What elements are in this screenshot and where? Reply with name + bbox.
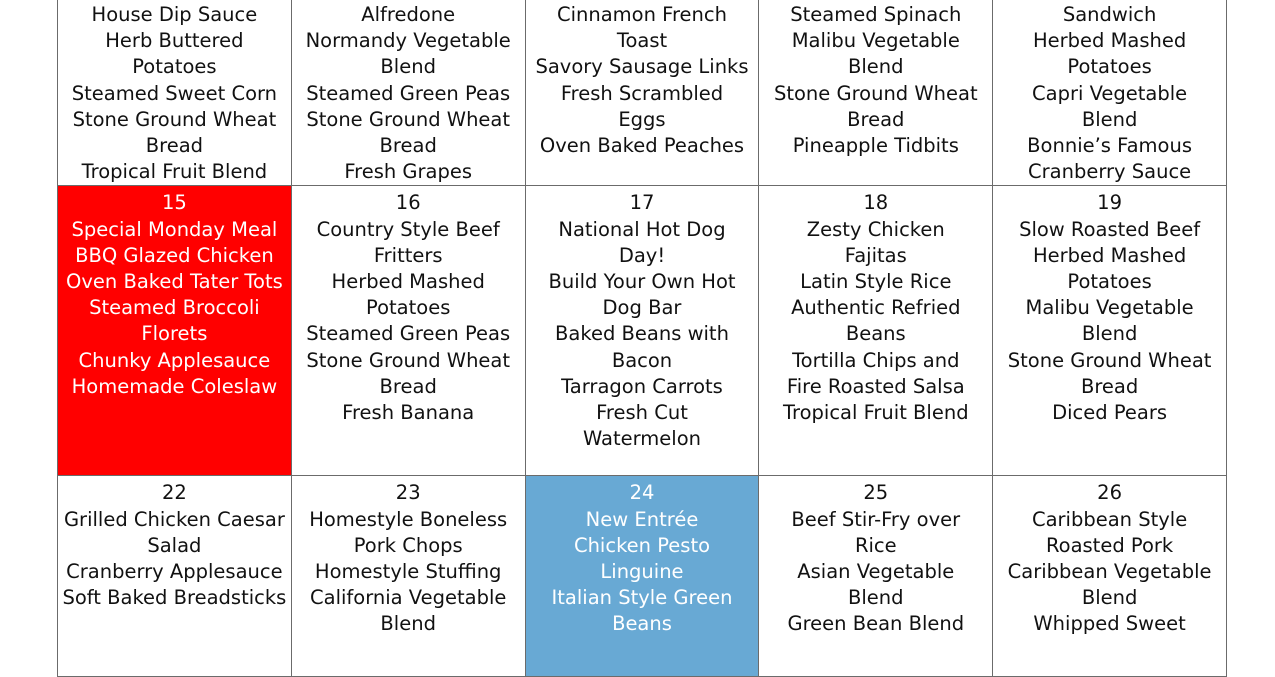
menu-item-line: Special Monday Meal [71,217,278,241]
menu-item-line: Roasted Pork [1045,533,1174,557]
menu-item-line: Stone Ground Wheat [306,348,511,372]
day-cell [58,0,292,186]
menu-item-line: Stone Ground Wheat [72,107,277,131]
menu-item-line: Linguine [600,560,684,584]
day-cell [291,0,525,186]
day-cell [993,476,1227,677]
menu-item-line: Steamed Green Peas [306,81,511,105]
menu-item-line: Steamed Green Peas [306,322,511,346]
menu-item-line: Fajitas [844,243,907,267]
menu-item-line: Beef Stir-Fry over [791,507,961,531]
menu-item-line: Stone Ground Wheat [1007,348,1212,372]
day-cell [291,476,525,677]
menu-item-line: Blend [1081,586,1138,610]
menu-item-line: Whipped Sweet [1033,612,1186,636]
day-number: 26 [1097,481,1122,505]
menu-item-line: Fritters [373,243,443,267]
day-cell [759,476,993,677]
menu-item-line: Rice [854,533,897,557]
day-number: 22 [161,481,187,505]
menu-item-line: Blend [380,612,436,636]
menu-item-line: Florets [141,322,208,346]
menu-item-line: Herb Buttered Potatoes [105,29,244,79]
menu-item-line: Pineapple Tidbits [792,134,959,158]
menu-item-line: Eggs [618,107,666,131]
menu-item-line: Steamed Spinach [790,3,962,26]
menu-item-line: Authentic Refried [791,296,961,320]
menu-item-line: Tropical Fruit Blend [782,401,969,425]
day-cell [993,186,1227,476]
menu-item-line: Caribbean Vegetable [1007,560,1212,584]
day-number: 19 [1097,191,1122,215]
week-row [58,476,1227,677]
menu-item-line: Blend [1081,107,1138,131]
menu-item-line: New Entrée [585,507,699,531]
menu-item-line: Day! [618,243,666,267]
menu-item-line: Herbed Mashed [1032,243,1187,267]
menu-item-line: Homestyle Boneless [309,507,508,531]
menu-item-line: Fresh Banana [342,401,475,425]
menu-item-line: Steamed Broccoli [89,296,260,320]
menu-item-line: Malibu Vegetable [791,29,960,53]
day-number: 23 [395,481,421,505]
menu-item-line: Tarragon Carrots [561,374,723,398]
menu-item-line: Baked Beans with [555,322,729,346]
menu-item-line: Grilled Chicken Caesar [63,507,285,531]
day-cell [993,0,1227,186]
menu-item-line: Toast [616,29,668,53]
menu-item-line: Italian Style Green [551,586,733,610]
menu-item-line: Zesty Chicken [806,217,945,241]
menu-item-line: Tropical Fruit Blend [81,160,268,184]
menu-item-line: Slow Roasted Beef [1019,217,1201,241]
menu-item-line: Cranberry Sauce [1028,160,1192,184]
menu-item-line: Oven Baked Tater Tots [66,270,283,294]
menu-item-line: Potatoes [1067,55,1152,79]
day-number: 16 [395,191,421,215]
day-cell [525,0,759,186]
menu-item-line: Normandy Vegetable [305,29,511,53]
menu-item-line: Soft Baked Breadsticks [62,586,287,610]
day-cell [291,186,525,476]
menu-item-line: Asian Vegetable [797,560,955,584]
menu-item-line: Bacon [611,348,673,372]
menu-item-line: National Hot Dog [558,217,726,241]
menu-item-line: Bonnie’s Famous [1027,134,1192,158]
menu-item-line: Herbed Mashed [1032,29,1187,53]
menu-item-line: Beans [612,612,672,636]
menu-item-line: Chunky Applesauce [78,348,271,372]
menu-item-line: Bread [379,134,437,158]
menu-item-line: BBQ Glazed Chicken [75,243,274,267]
menu-item-line: House Dip Sauce [91,3,258,26]
menu-item-line: Bread [145,134,204,158]
menu-item-line: Fresh Cut [596,401,688,425]
day-number: 17 [629,191,655,215]
menu-item-line: Blend [380,55,436,79]
menu-item-line: California Vegetable [310,586,507,610]
menu-item-line: Beans [845,322,906,346]
day-cell [759,186,993,476]
week-row [58,0,1227,186]
day-cell [58,476,292,677]
menu-item-line: Blend [1081,322,1138,346]
day-cell [58,186,292,476]
menu-item-line: Capri Vegetable [1032,81,1188,105]
lunch-menu-calendar [57,0,1227,677]
menu-item-line: Country Style Beef [316,217,500,241]
menu-item-line: Blend [848,586,904,610]
menu-item-line: Diced Pears [1052,401,1168,425]
day-number: 25 [863,481,889,505]
menu-item-line: Caribbean Style [1031,507,1188,531]
day-cell [525,476,759,677]
menu-item-line: Salad [147,533,202,557]
menu-item-line: Chicken Pesto [573,533,711,557]
menu-item-line: Build Your Own Hot [548,270,736,294]
menu-item-line: Pork Chops [353,533,463,557]
menu-item-line: Malibu Vegetable [1025,296,1194,320]
menu-item-line: Latin Style Rice [800,270,952,294]
menu-item-line: Stone Ground Wheat [306,107,511,131]
day-cell [525,186,759,476]
day-number: 18 [863,191,889,215]
menu-item-line: Watermelon [582,427,701,451]
menu-item-line: Fresh Scrambled [560,81,724,105]
menu-item-line: Bread [1080,374,1139,398]
menu-item-line: Homestyle Stuffing [314,560,502,584]
menu-item-line: Oven Baked Peaches [539,134,745,158]
menu-item-line: Savory Sausage Links [535,55,749,79]
menu-item-line: Cranberry Applesauce [66,560,283,584]
menu-item-line: Homemade Coleslaw [71,374,278,398]
menu-item-line: Blend [848,55,904,79]
menu-item-line: Bread [379,374,437,398]
day-cell [759,0,993,186]
menu-item-line: Stone Ground Wheat [773,81,978,105]
menu-item-line: Green Bean Blend [787,612,965,636]
menu-item-line: Cinnamon French [556,3,727,26]
menu-item-line: Alfredone [361,3,456,26]
menu-item-line: Potatoes [366,296,451,320]
menu-item-line: Bread [847,107,905,131]
menu-item-line: Steamed Sweet Corn [71,81,278,105]
menu-item-line: Dog Bar [602,296,682,320]
day-number: 15 [161,191,187,215]
week-row [58,186,1227,476]
menu-item-line: Potatoes [1067,270,1152,294]
menu-item-line: Tortilla Chips and [792,348,960,372]
menu-item-line: Herbed Mashed [331,270,485,294]
menu-item-line: Sandwich [1062,3,1157,26]
day-number: 24 [629,481,655,505]
menu-item-line: Fire Roasted Salsa [786,374,965,398]
menu-item-line: Fresh Grapes [344,160,473,184]
